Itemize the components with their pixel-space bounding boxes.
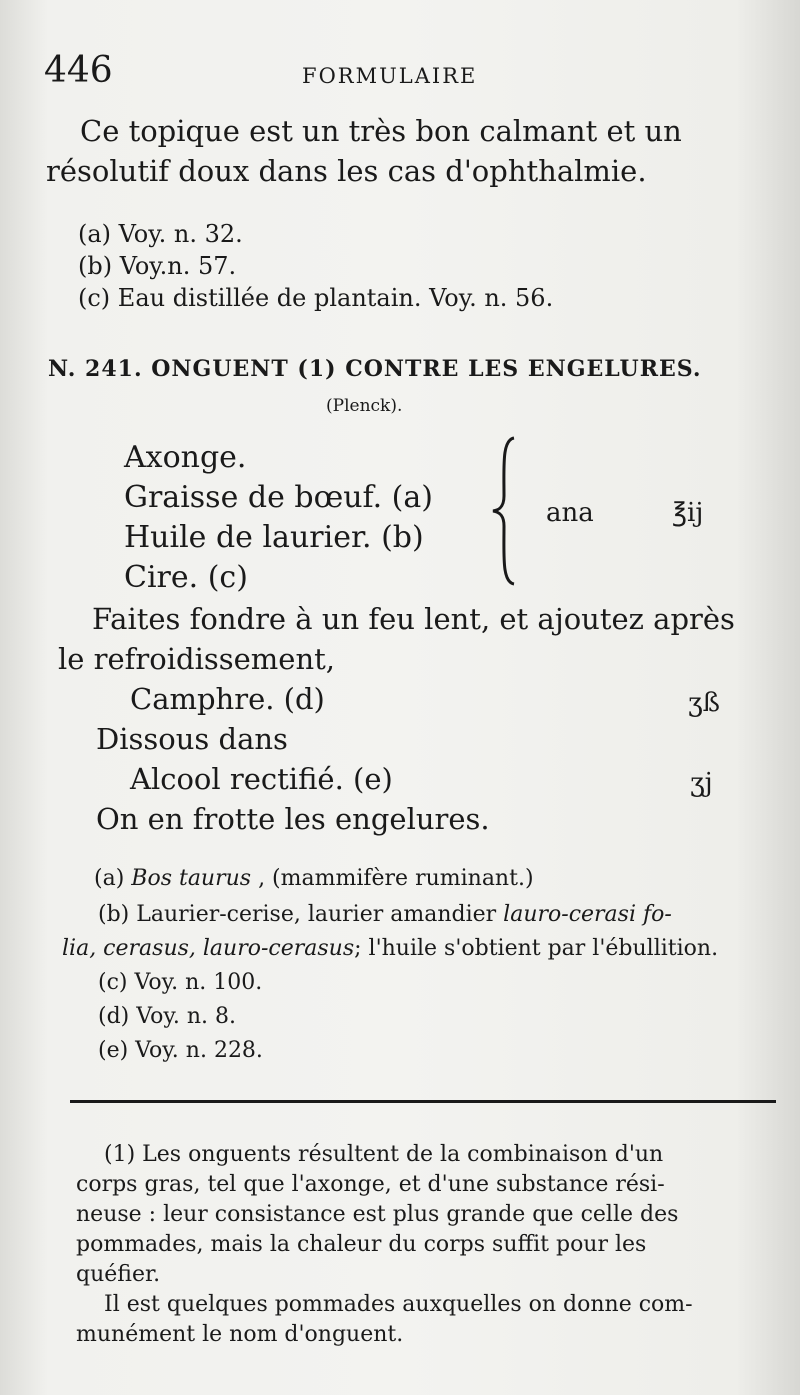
curly-brace-icon: [490, 436, 524, 586]
footnote-line-2: corps gras, tel que l'axonge, et d'une substance rési-: [76, 1172, 665, 1197]
ingredient-axonge: Axonge.: [124, 440, 247, 475]
footnote-line-3: neuse : leur consistance est plus grande que celle des: [76, 1202, 679, 1227]
camphor-line: Camphre. (d): [130, 682, 325, 716]
note-top-a: (a) Voy. n. 32.: [78, 220, 243, 248]
note-a: (a) Bos taurus , (mammifère ruminant.): [94, 866, 534, 891]
instruction-line-2: le refroidissement,: [58, 642, 335, 676]
camphor-quantity: ʒß: [688, 688, 721, 718]
note-e: (e) Voy. n. 228.: [98, 1038, 263, 1063]
note-b-line-1: (b) Laurier-cerise, laurier amandier lauro-cerasi fo-: [98, 902, 672, 927]
footnote-line-4: pommades, mais la chaleur du corps suffit pour les: [76, 1232, 647, 1257]
intro-line-2: résolutif doux dans les cas d'ophthalmie.: [46, 154, 647, 188]
footnote-divider: [70, 1100, 776, 1103]
footnote-line-1: (1) Les onguents résultent de la combinaison d'un: [104, 1142, 664, 1167]
ingredient-cire: Cire. (c): [124, 560, 248, 595]
alcohol-quantity: ʒj: [690, 768, 713, 798]
page-number: 446: [44, 50, 113, 91]
running-title: FORMULAIRE: [302, 64, 478, 88]
note-d: (d) Voy. n. 8.: [98, 1004, 236, 1029]
ana-label: ana: [546, 498, 594, 528]
note-b-line-2: lia, cerasus, lauro-cerasus; l'huile s'obtient par l'ébullition.: [62, 936, 719, 961]
footnote-line-5: quéfier.: [76, 1262, 161, 1287]
recipe-author: (Plenck).: [326, 396, 403, 416]
intro-line-1: Ce topique est un très bon calmant et un: [80, 114, 682, 148]
dissolve-line: Dissous dans: [96, 722, 288, 756]
ingredient-huile: Huile de laurier. (b): [124, 520, 424, 555]
alcohol-line: Alcool rectifié. (e): [130, 762, 393, 796]
ingredient-graisse: Graisse de bœuf. (a): [124, 480, 433, 515]
note-top-c: (c) Eau distillée de plantain. Voy. n. 56.: [78, 284, 554, 312]
footnote-line-7: munément le nom d'onguent.: [76, 1322, 404, 1347]
note-c: (c) Voy. n. 100.: [98, 970, 263, 995]
usage-line: On en frotte les engelures.: [96, 802, 490, 836]
recipe-title: N. 241. ONGUENT (1) CONTRE LES ENGELURES.: [48, 356, 702, 382]
ana-quantity: ℥ij: [672, 498, 704, 528]
note-top-b: (b) Voy.n. 57.: [78, 252, 237, 280]
footnote-line-6: Il est quelques pommades auxquelles on donne com-: [104, 1292, 693, 1317]
instruction-line-1: Faites fondre à un feu lent, et ajoutez après: [92, 602, 735, 636]
